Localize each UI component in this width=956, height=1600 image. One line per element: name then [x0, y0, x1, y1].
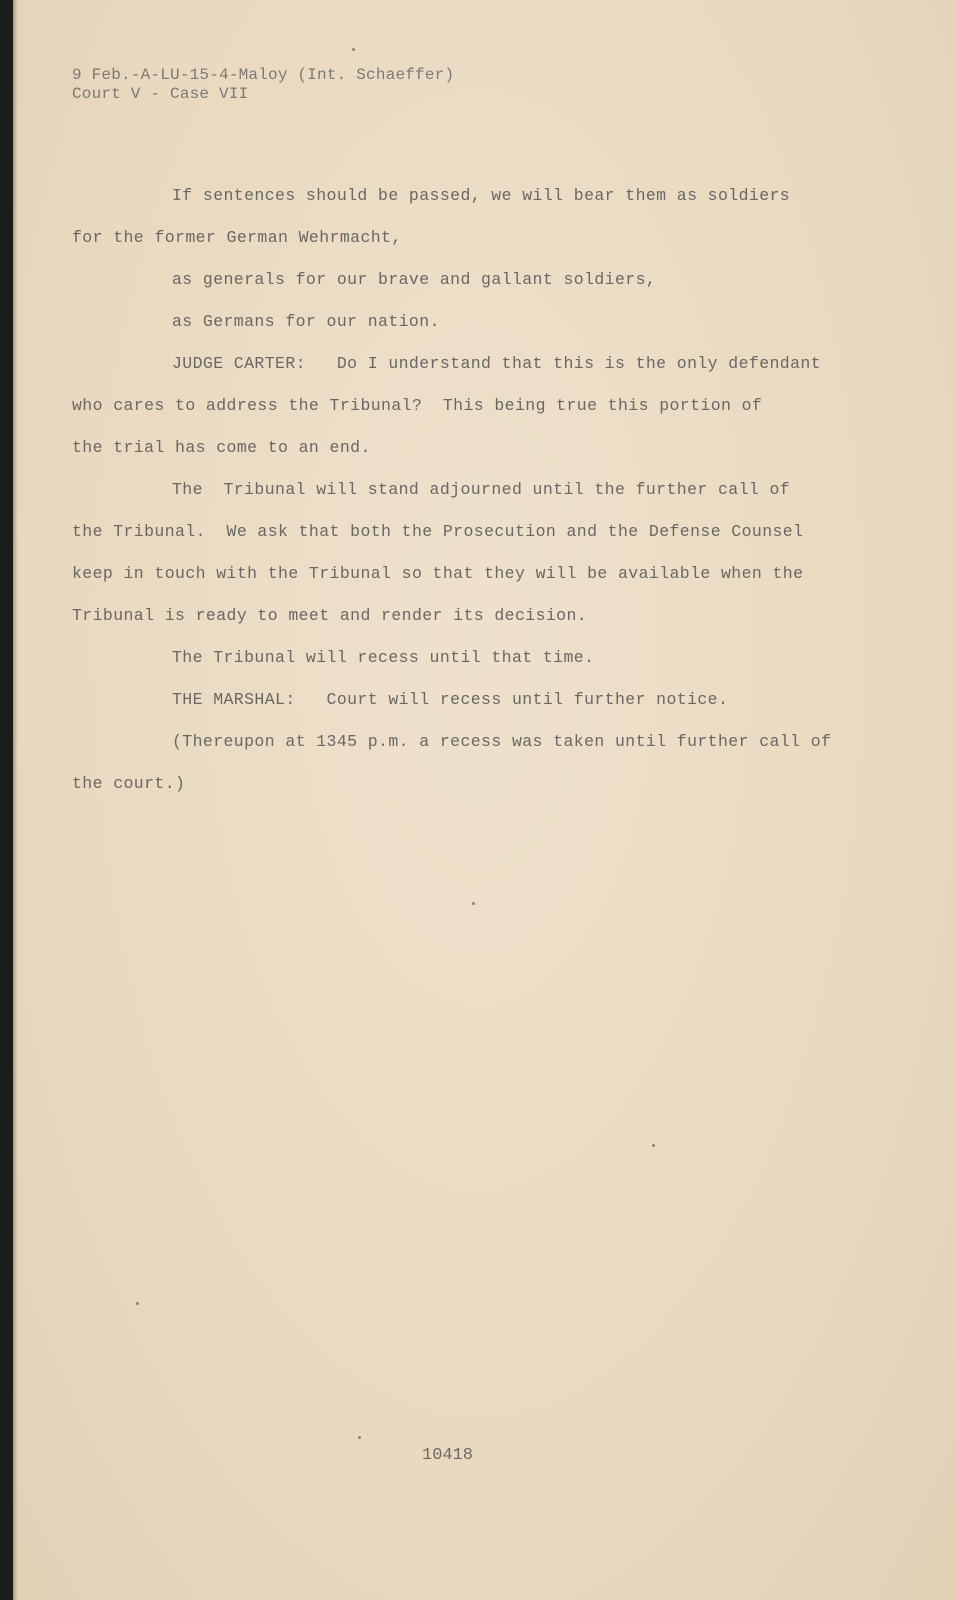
paper-speck	[472, 902, 475, 905]
body-line: The Tribunal will stand adjourned until the further call of	[172, 480, 791, 499]
body-line: the trial has come to an end.	[72, 438, 371, 457]
body-line: JUDGE CARTER: Do I understand that this is the only defendant	[172, 354, 822, 373]
document-header	[72, 66, 454, 104]
body-line: THE MARSHAL: Court will recess until further notice.	[172, 690, 729, 709]
body-line: The Tribunal will recess until that time.	[172, 648, 595, 667]
header-line-2: Court V - Case VII	[72, 85, 249, 103]
body-line: (Thereupon at 1345 p.m. a recess was taken until further call of	[172, 732, 832, 751]
body-line: the court.)	[72, 774, 186, 793]
binding-edge	[0, 0, 13, 1600]
paper-speck	[136, 1302, 139, 1305]
body-line: keep in touch with the Tribunal so that they will be available when the	[72, 564, 804, 583]
body-line: as generals for our brave and gallant soldiers,	[172, 270, 657, 289]
body-line: Tribunal is ready to meet and render its decision.	[72, 606, 588, 625]
page-number: 10418	[422, 1446, 474, 1465]
body-line: who cares to address the Tribunal? This being true this portion of	[72, 396, 763, 415]
body-line: the Tribunal. We ask that both the Prosecution and the Defense Counsel	[72, 522, 804, 541]
paper-speck	[352, 48, 355, 51]
body-line: If sentences should be passed, we will bear them as soldiers	[172, 186, 791, 205]
paper-speck	[652, 1144, 655, 1147]
body-line: for the former German Wehrmacht,	[72, 228, 402, 247]
paper-speck	[358, 1436, 361, 1439]
body-line: as Germans for our nation.	[172, 312, 440, 331]
header-line-1: 9 Feb.-A-LU-15-4-Maloy (Int. Schaeffer)	[72, 66, 455, 84]
